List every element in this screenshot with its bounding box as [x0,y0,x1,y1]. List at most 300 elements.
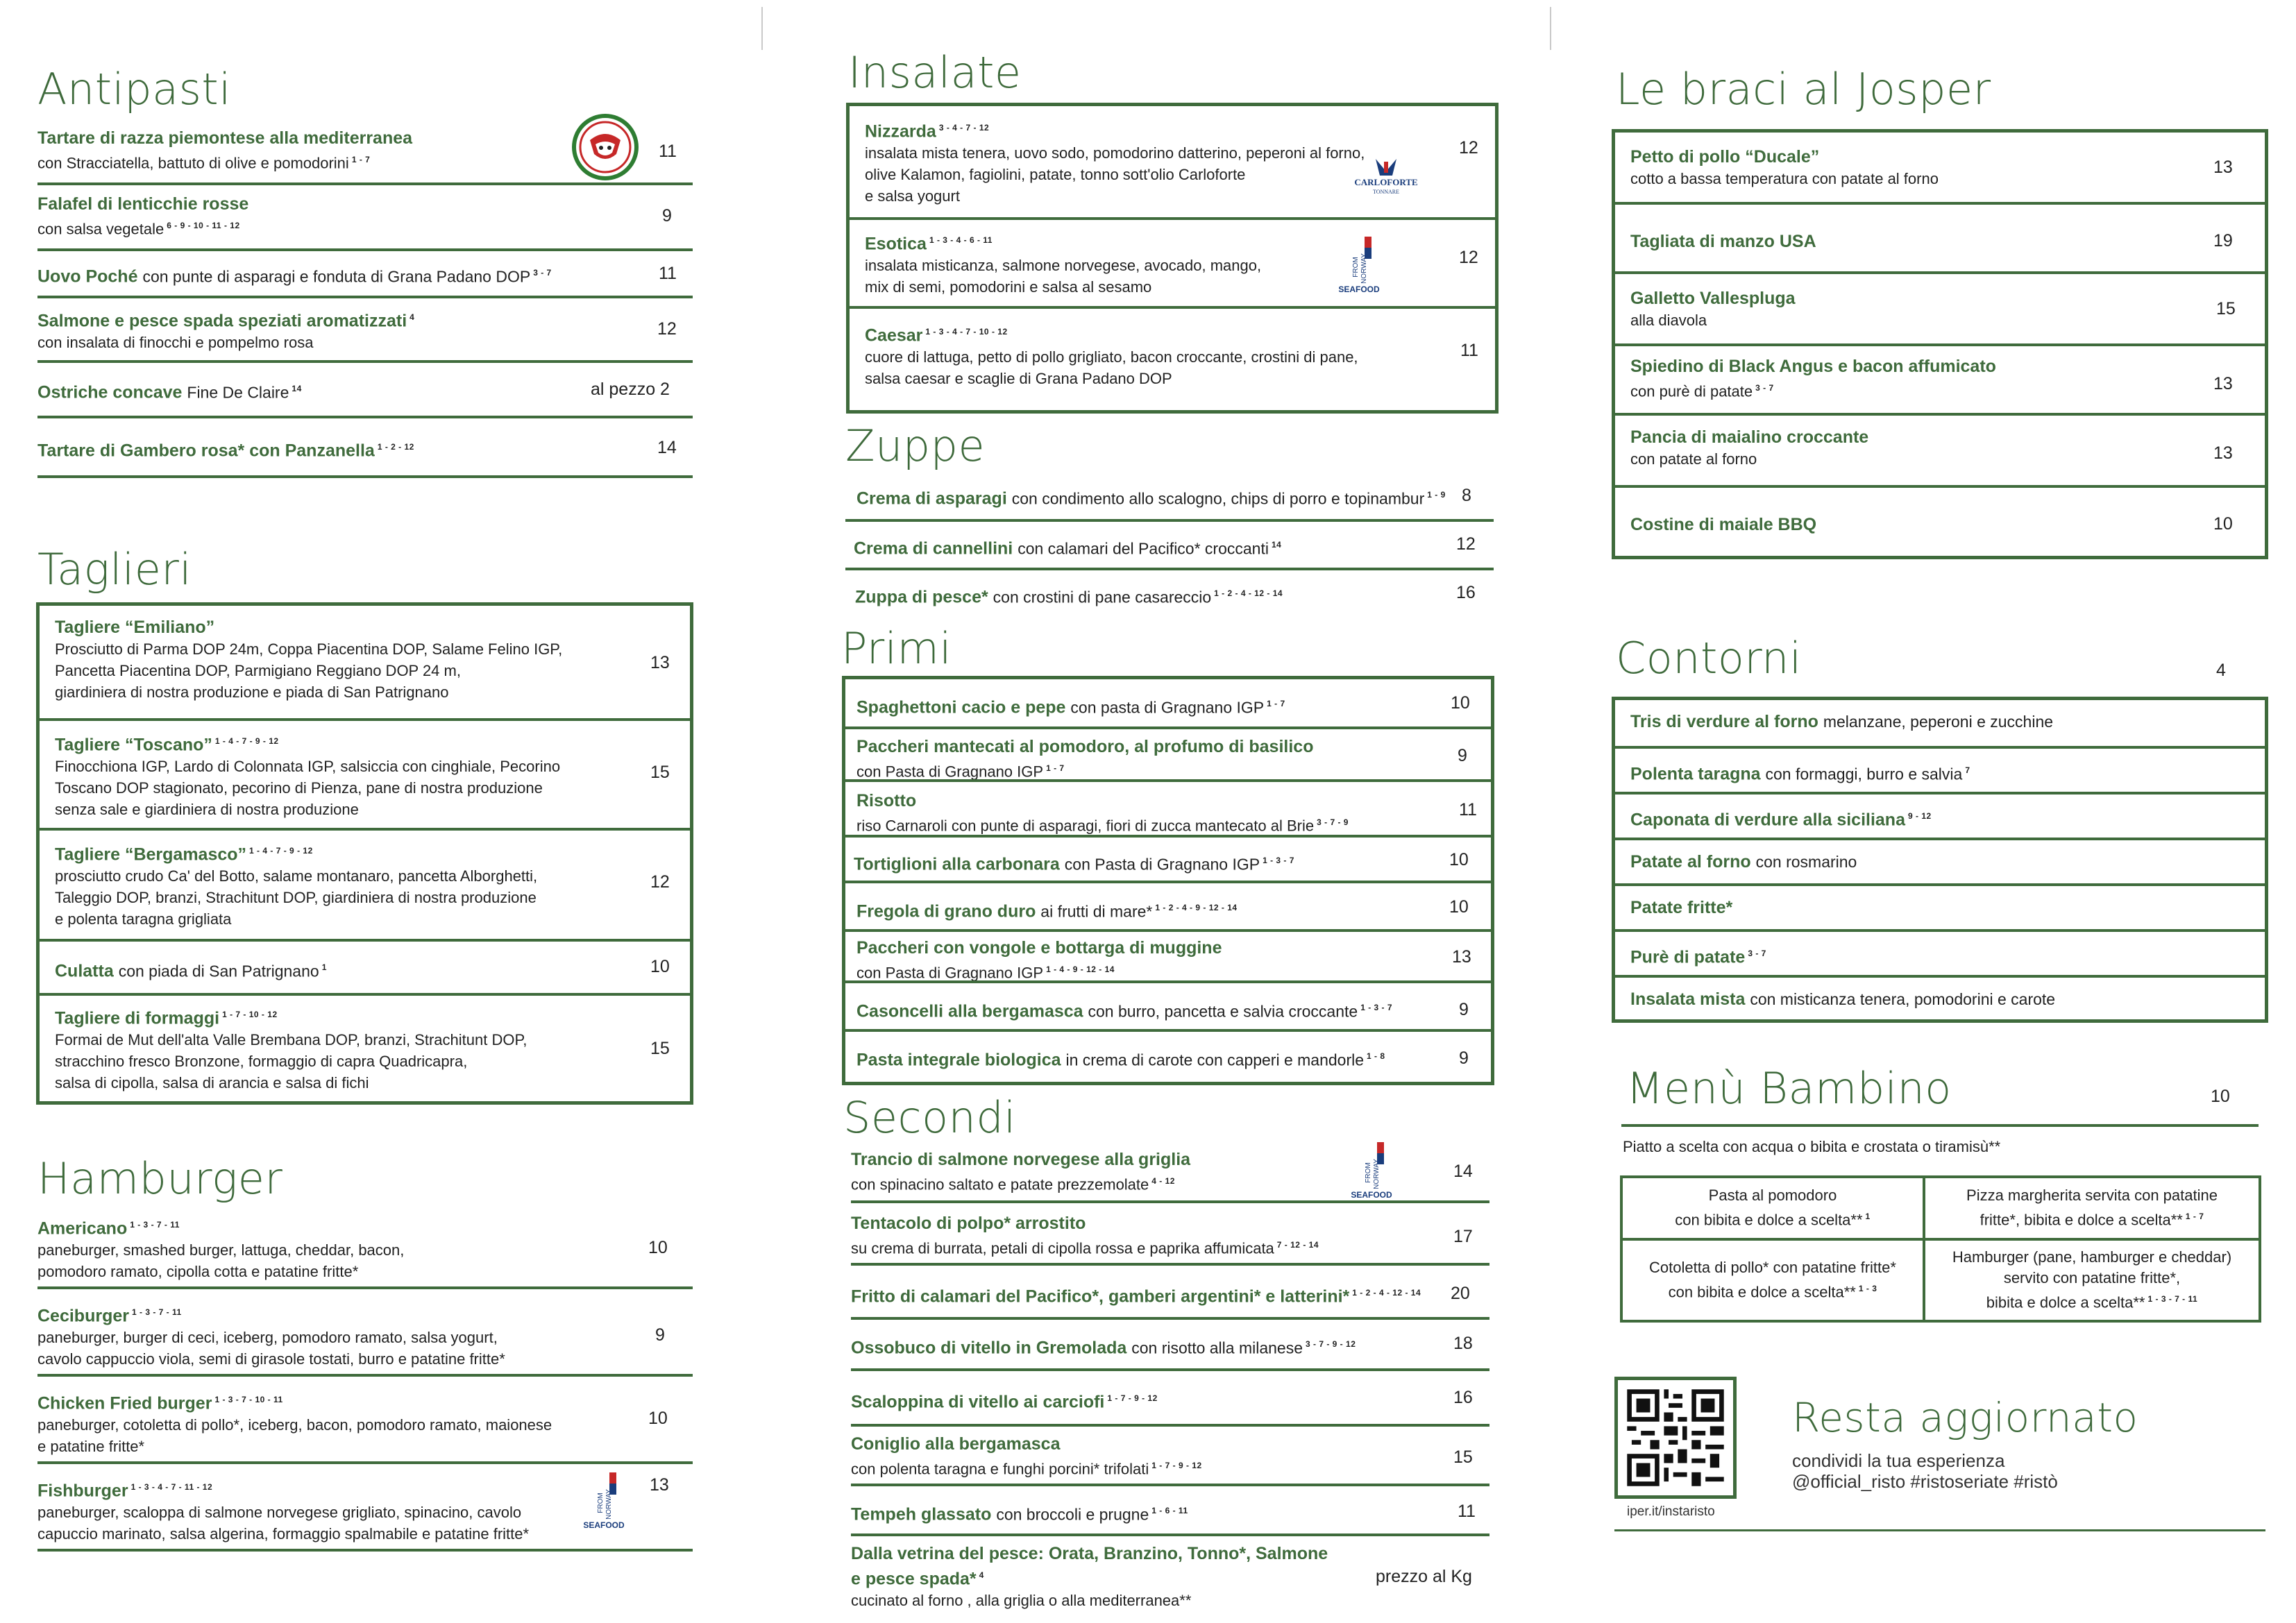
item-price: 9 [1459,1048,1469,1068]
menu-item [845,522,1494,570]
menu-item [851,1266,1489,1320]
allergens: 1 - 4 - 9 - 12 - 14 [1046,965,1115,974]
option-line: bibita e dolce a scelta** [1986,1293,2145,1311]
item-price: 13 [650,653,670,672]
item-price: 13 [2213,158,2233,177]
desc-line: Prosciutto di Parma DOP 24m, Coppa Piacentina DOP, Salame Felino IGP, [55,640,563,658]
item-name: Tartare di razza piemontese alla mediterranea [37,128,413,148]
allergens: 1 - 3 - 4 - 6 - 11 [929,235,993,245]
allergens: 1 - 7 [1046,763,1065,773]
item-name: Chicken Fried burger [37,1393,212,1413]
item-price: 11 [1460,341,1478,360]
desc-line: Formai de Mut dell'alta Valle Brembana DOP, branzi, Strachitunt DOP, [55,1031,527,1049]
desc-line: capuccio marinato, salsa algerina, formaggio spalmabile e patatine fritte* [37,1525,530,1543]
menu-item [850,217,1495,306]
seafood-from-norway-logo-icon [583,1471,625,1533]
item-price: 17 [1453,1227,1473,1246]
item-desc [37,1239,404,1282]
item-name: Purè di patate [1630,947,1746,967]
contorni-price: 4 [2216,661,2226,680]
section-title-zuppe: Zuppe [845,420,986,471]
item-price: 11 [1459,800,1477,819]
desc-line: Finocchiona IGP, Lardo di Colonnata IGP, salsiccia con cinghiale, Pecorino [55,758,561,776]
insalate-box [846,103,1499,414]
allergens: 1 - 3 - 7 - 10 - 11 [214,1395,283,1404]
item-name: Falafel di lenticchie rosse [37,194,249,214]
item-name: Tortiglioni alla carbonara [854,854,1060,874]
menu-item [845,835,1491,881]
item-desc: cotto a bassa temperatura con patate al forno [1630,170,1939,187]
menu-item [1615,792,2265,838]
desc-line: Taleggio DOP, branzi, Strachitunt DOP, giardiniera di nostra produzione [55,889,537,907]
carloforte-logo-sub: TONNARE [1372,189,1400,195]
desc-line: insalata misticanza, salmone norvegese, avocado, mango, [865,257,1262,275]
bambino-option [1623,1178,1923,1238]
allergens: 7 - 12 - 14 [1276,1240,1319,1250]
item-price: 12 [1459,248,1478,267]
item-price: 8 [1462,486,1471,505]
allergens: 14 [1271,540,1282,550]
desc-line: senza sale e giardiniera di nostra produzione [55,801,359,819]
menu-item [851,1320,1489,1371]
item-name: Patate al forno [1630,852,1751,872]
section-title-bambino: Menù Bambino [1626,1063,1952,1114]
item-name: Insalata mista [1630,989,1746,1009]
bambino-rule [1621,1124,2259,1127]
item-name: Tagliere di formaggi [55,1008,220,1028]
menu-item [40,828,690,939]
menu-item [845,679,1491,726]
item-price: 10 [1449,850,1469,869]
social-line-2: @official_risto #ristoseriate #ristò [1792,1471,2058,1492]
desc-line: pomodoro ramato, cipolla cotta e patatine fritte* [37,1263,359,1281]
allergens: 3 - 7 - 9 - 12 [1306,1339,1356,1349]
item-name: Crema di asparagi [856,488,1007,509]
hamburger-list [37,1207,693,1552]
item-price: 13 [1452,947,1471,967]
desc-line: e patatine fritte* [37,1438,145,1456]
allergens: 1 - 7 [2185,1212,2204,1222]
item-name: Crema di cannellini [854,538,1013,559]
allergens: 1 - 4 - 7 - 9 - 12 [214,736,279,746]
taglieri-box [36,602,693,1105]
allergens: 1 - 2 - 4 - 9 - 12 - 14 [1155,903,1238,912]
desc-line: giardiniera di nostra produzione e piada di San Patrignano [55,683,449,701]
item-price: al pezzo 2 [591,380,670,399]
item-desc: con condimento allo scalogno, chips di porro e topinambur [1011,489,1425,508]
desc-line: paneburger, burger di ceci, iceberg, pomodoro ramato, salsa yogurt, [37,1329,498,1347]
seafood-logo-text: SEAFOOD [583,1520,625,1530]
item-desc: con rosmarino [1755,853,1857,871]
allergens: 3 - 7 - 9 [1317,817,1349,827]
item-name: Coniglio alla bergamasca [851,1434,1061,1454]
item-price: 12 [650,872,670,892]
item-price: 10 [650,957,670,976]
allergens: 1 - 7 - 9 - 12 [1107,1393,1158,1403]
item-desc: con polenta taragna e funghi porcini* trifolati [851,1460,1149,1478]
desc-line: e salsa yogurt [865,187,960,205]
bambino-option [1925,1241,2259,1320]
item-desc: con misticanza tenera, pomodorini e carote [1750,990,2056,1008]
item-name: Tagliata di manzo USA [1630,232,1816,251]
seafood-logo-norway: NORWAY [1360,253,1368,284]
section-title-primi: Primi [841,623,952,674]
item-name: Tris di verdure al forno [1630,712,1818,731]
item-price: 20 [1451,1284,1470,1303]
item-name: Galletto Vallespluga [1630,289,1796,308]
menu-item [1615,202,2265,271]
primi-box [842,676,1494,1085]
item-name: Spaghettoni cacio e pepe [856,697,1066,717]
bambino-subtitle: Piatto a scelta con acqua o bibita e crostata o tiramisù** [1623,1138,2001,1155]
item-name: Tempeh glassato [851,1504,992,1524]
section-title-contorni: Contorni [1616,633,1802,683]
item-desc [55,638,562,703]
carloforte-logo-icon [1348,155,1424,196]
item-desc [865,142,1365,207]
menu-item [40,993,690,1103]
allergens: 14 [292,384,302,393]
option-line: servito con patatine fritte*, [2003,1269,2181,1287]
menu-item [845,726,1491,779]
section-title-secondi: Secondi [843,1092,1016,1143]
section-title-braci: Le braci al Josper [1616,64,1991,114]
secondi-list [851,1144,1489,1620]
item-price: 13 [2213,374,2233,393]
menu-item [37,1464,693,1552]
seafood-logo-from: FROM [1352,257,1360,278]
menu-item [845,881,1491,929]
item-desc: con patate al forno [1630,450,1757,468]
allergens: 1 - 3 - 7 - 11 [2147,1294,2198,1305]
desc-line: salsa caesar e scaglie di Grana Padano DOP [865,370,1172,388]
item-desc: ai frutti di mare* [1040,902,1153,921]
item-name: Patate fritte* [1630,898,1733,917]
seafood-logo-norway: NORWAY [605,1489,613,1520]
item-name: Spiedino di Black Angus e bacon affumicato [1630,357,1996,376]
item-desc: con Pasta di Gragnano IGP [856,763,1044,781]
social-rule [1614,1529,2265,1531]
item-name: Risotto [856,791,917,810]
item-price: 11 [659,264,677,283]
item-price: 9 [655,1325,665,1345]
seafood-logo-from: FROM [1365,1162,1372,1183]
bambino-price: 10 [2211,1087,2230,1106]
item-desc: cucinato al forno , alla griglia o alla mediterranea** [851,1592,1192,1610]
option-line: con bibita e dolce a scelta** [1675,1211,1863,1229]
menu-item [845,980,1491,1029]
item-name: Nizzarda [865,121,936,142]
item-name: Trancio di salmone norvegese alla griglia [851,1150,1191,1169]
item-name: Petto di pollo “Ducale” [1630,147,1820,167]
item-price: 13 [650,1475,669,1495]
menu-item [1615,700,2265,746]
social-line-1: condividi la tua esperienza [1792,1450,2005,1471]
item-desc: con burro, pancetta e salvia croccante [1088,1002,1358,1021]
antipasti-list [37,125,693,493]
item-price: 16 [1453,1388,1473,1407]
item-desc: alla diavola [1630,312,1707,329]
seafood-logo-text: SEAFOOD [1338,284,1380,294]
section-title-hamburger: Hamburger [37,1153,283,1204]
desc-line: Toscano DOP stagionato, pecorino di Pienza, pane di nostra produzione [55,779,543,797]
menu-item [1615,975,2265,1021]
item-name: Tentacolo di polpo* arrostito [851,1214,1086,1233]
desc-line: olive Kalamon, fagiolini, patate, tonno sott'olio Carloforte [865,166,1246,184]
item-desc: con piada di San Patrignano [118,962,319,980]
section-title-taglieri: Taglieri [37,544,192,595]
item-price: 10 [1449,897,1469,917]
item-desc: con formaggi, burro e salvia [1765,765,1963,783]
allergens: 1 - 7 [1267,699,1285,708]
menu-item [851,1203,1489,1266]
item-name: Caponata di verdure alla siciliana [1630,810,1905,830]
menu-item [1615,485,2265,557]
item-price: 15 [650,1039,670,1058]
allergens: 1 - 3 [1858,1284,1877,1294]
allergens: 1 - 2 - 4 - 12 - 14 [1214,588,1283,598]
item-name: Culatta [55,961,114,981]
allergens: 4 - 12 [1151,1176,1175,1186]
allergens: 3 - 7 [1748,949,1766,958]
item-price: 10 [1451,693,1470,713]
menu-item [845,1029,1491,1082]
item-desc [55,1029,527,1094]
bambino-option [1925,1178,2259,1238]
item-desc [865,255,1261,298]
item-name: Tagliere “Emiliano” [55,618,215,637]
item-desc [55,756,560,820]
desc-line: stracchino fresco Bronzone, formaggio di capra Quadricapra, [55,1053,468,1071]
item-name: Caesar [865,325,923,346]
menu-item [37,251,693,298]
item-desc: con Pasta di Gragnano IGP [856,964,1044,982]
option-line: Pizza margherita servita con patatine [1966,1187,2218,1205]
qr-code-icon [1618,1380,1733,1495]
item-name: Casoncelli alla bergamasca [856,1001,1083,1021]
item-price: 14 [657,438,677,457]
desc-line: cuore di lattuga, petto di pollo grigliato, bacon croccante, crostini di pane, [865,348,1358,366]
item-desc: con purè di patate [1630,382,1753,400]
item-price: 12 [1459,138,1478,158]
allergens: 1 - 3 - 7 - 11 [131,1307,182,1317]
item-desc: riso Carnaroli con punte di asparagi, fiori di zucca mantecato al Brie [856,817,1315,835]
seafood-logo-text: SEAFOOD [1351,1190,1392,1200]
menu-item [1615,413,2265,485]
zuppe-list [845,475,1494,619]
menu-item [37,363,693,418]
item-name: Costine di maiale BBQ [1630,515,1817,534]
item-name-line2: e pesce spada* [851,1569,977,1589]
item-name: Fregola di grano duro [856,901,1036,921]
menu-item [850,306,1495,410]
qr-code[interactable] [1614,1377,1737,1499]
item-desc: con insalata di finocchi e pompelmo rosa [37,334,314,352]
menu-item [37,1207,693,1289]
item-desc: in crema di carote con capperi e mandorle [1065,1051,1365,1069]
item-price: 15 [1453,1447,1473,1467]
desc-line: prosciutto crudo Ca' del Botto, salame montanaro, pancetta Alborghetti, [55,867,538,885]
item-name: Fritto di calamari del Pacifico*, gamberi argentini* e latterini* [851,1286,1350,1307]
allergens: 4 [979,1570,984,1580]
item-price: 11 [659,142,677,161]
menu-item [1615,133,2265,202]
allergens: 1 - 2 - 12 [377,442,414,452]
item-desc: con broccoli e prugne [996,1505,1149,1524]
allergens: 1 - 7 - 10 - 12 [222,1010,278,1019]
menu-item [851,1486,1489,1536]
option-line: fritte*, bibita e dolce a scelta** [1980,1211,2183,1229]
item-name: Paccheri mantecati al pomodoro, al profumo di basilico [856,737,1314,756]
item-name: Uovo Poché [37,266,138,287]
option-line: con bibita e dolce a scelta** [1668,1283,1856,1301]
item-name: Pasta integrale biologica [856,1050,1061,1070]
item-price: 11 [1458,1502,1476,1521]
item-name: Salmone e pesce spada speziati aromatizzati [37,311,407,331]
item-price: 10 [648,1409,668,1428]
allergens: 1 [1865,1212,1871,1222]
social-url[interactable]: iper.it/instaristo [1627,1504,1715,1519]
item-desc: con Pasta di Gragnano IGP [1064,855,1260,874]
option-line: Cotoletta di pollo* con patatine fritte* [1649,1259,1896,1277]
item-desc: Fine De Claire [187,383,289,402]
item-name: Paccheri con vongole e bottarga di muggine [856,938,1222,958]
desc-line: paneburger, smashed burger, lattuga, cheddar, bacon, [37,1241,405,1259]
allergens: 1 - 3 - 7 - 11 [130,1220,180,1230]
item-name: Polenta taragna [1630,764,1761,784]
item-desc [37,1414,552,1457]
allergens: 1 - 6 - 11 [1151,1506,1188,1515]
option-line: Hamburger (pane, hamburger e cheddar) [1952,1248,2232,1266]
menu-item [40,939,690,993]
item-price: 10 [648,1238,668,1257]
section-title-antipasti: Antipasti [37,64,231,114]
item-desc: con calamari del Pacifico* croccanti [1018,539,1269,558]
seafood-from-norway-logo-icon [1351,1141,1392,1203]
item-price: 9 [662,206,672,226]
desc-line: insalata mista tenera, uovo sodo, pomodorino datterino, peperoni al forno, [865,144,1365,162]
seafood-logo-from: FROM [597,1493,605,1513]
social-title: Resta aggiornato [1792,1394,2138,1441]
item-name: Tagliere “Toscano” [55,735,212,755]
menu-item [1615,271,2265,343]
item-price: 18 [1453,1334,1473,1353]
item-price: 15 [2216,299,2236,318]
item-desc: con crostini di pane casareccio [993,588,1212,606]
bambino-table [1620,1175,2261,1323]
item-desc: con Stracciatella, battuto di olive e pomodorini [37,154,349,172]
allergens: 1 - 4 - 7 - 9 - 12 [249,846,313,856]
item-name: Americano [37,1218,128,1239]
menu-item [845,779,1491,835]
item-desc: con punte di asparagi e fonduta di Grana Padano DOP [142,267,531,286]
desc-line: salsa di cipolla, salsa di arancia e salsa di fichi [55,1074,369,1092]
desc-line: Pancetta Piacentina DOP, Parmigiano Reggiano DOP 24 m, [55,662,461,679]
allergens: 3 - 7 [1755,383,1774,393]
item-desc: con pasta di Gragnano IGP [1070,698,1265,717]
item-desc [55,865,537,930]
item-name: Pancia di maialino croccante [1630,427,1869,447]
menu-item [851,1144,1489,1203]
allergens: 1 - 3 - 7 [1263,856,1294,865]
allergens: 1 - 9 [1427,490,1446,500]
menu-item [37,125,693,185]
item-desc: con salsa vegetale [37,220,164,238]
allergens: 1 [321,962,327,972]
menu-item [1615,929,2265,975]
menu-item [40,606,690,718]
item-desc: con spinacino saltato e patate prezzemolate [851,1175,1149,1193]
allergens: 1 - 3 - 4 - 7 - 11 - 12 [130,1482,213,1492]
desc-line: paneburger, cotoletta di pollo*, iceberg, bacon, pomodoro ramato, maionese [37,1416,552,1434]
menu-item [845,929,1491,980]
desc-line: cavolo cappuccio viola, semi di girasole tostati, burro e patatine fritte* [37,1350,505,1368]
item-desc: con risotto alla milanese [1131,1339,1303,1357]
menu-item [851,1427,1489,1486]
allergens: 1 - 7 - 9 - 12 [1151,1461,1202,1470]
allergens: 7 [1965,765,1970,775]
item-name: Zuppa di pesce* [855,587,988,607]
menu-item [37,298,693,363]
item-price: 19 [2213,231,2233,250]
item-price: 13 [2213,443,2233,463]
razza-piemontese-logo-icon [572,114,639,180]
item-price: 15 [650,763,670,782]
item-desc [865,346,1358,389]
item-desc: melanzane, peperoni e zucchine [1823,713,2054,731]
item-name: Tartare di Gambero rosa* con Panzanella [37,441,375,461]
allergens: 1 - 2 - 4 - 12 - 14 [1352,1288,1421,1298]
menu-item [1615,883,2265,929]
item-name: Esotica [865,234,927,254]
item-desc: su crema di burrata, petali di cipolla rossa e paprika affumicata [851,1239,1274,1257]
menu-item [851,1536,1489,1615]
allergens: 6 - 9 - 10 - 11 - 12 [167,221,240,230]
contorni-box [1612,697,2268,1023]
menu-item [1615,746,2265,792]
desc-line: mix di semi, pomodorini e salsa al sesamo [865,278,1152,296]
allergens: 1 - 8 [1367,1051,1385,1061]
item-name: Dalla vetrina del pesce: Orata, Branzino, Tonno*, Salmone [851,1544,1328,1563]
item-price: 12 [1456,534,1476,554]
desc-line: paneburger, scaloppa di salmone norvegese grigliato, spinacino, cavolo [37,1504,522,1522]
item-price: 9 [1459,1000,1469,1019]
allergens: 3 - 4 - 7 - 12 [938,123,990,133]
allergens: 9 - 12 [1907,811,1932,821]
allergens: 1 - 7 [351,155,371,164]
item-price: 14 [1453,1162,1473,1181]
menu-item [37,185,693,251]
item-desc [37,1502,529,1545]
item-desc [37,1327,505,1370]
column-divider-1 [761,7,763,50]
menu-item [40,718,690,828]
item-name: Tagliere “Bergamasco” [55,844,247,865]
braci-box [1612,129,2268,559]
section-title-insalate: Insalate [848,47,1022,98]
menu-item [1615,343,2265,413]
option-line: Pasta al pomodoro [1708,1187,1837,1205]
allergens: 4 [410,312,415,322]
seafood-logo-norway: NORWAY [1373,1159,1381,1189]
menu-item [845,475,1494,522]
allergens: 3 - 7 [533,268,552,278]
item-price: 16 [1456,583,1476,602]
desc-line: e polenta taragna grigliata [55,910,232,928]
item-name: Scaloppina di vitello ai carciofi [851,1392,1105,1412]
menu-item [37,418,693,478]
menu-item [37,1289,693,1377]
